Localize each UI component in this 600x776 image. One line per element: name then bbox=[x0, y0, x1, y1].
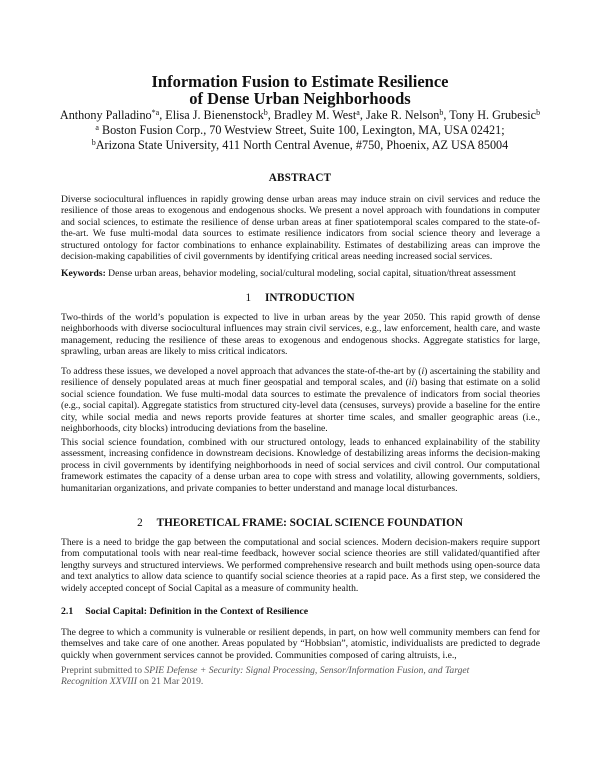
affiliation-a: $^a$ Boston Fusion Corp., 70 Westview Street, Suite 100, Lexington, MA, USA 02421; bbox=[95, 123, 505, 137]
author: Jake R. Nelson$^b$, bbox=[365, 108, 450, 122]
section-2-1-paragraph: The degree to which a community is vulnerable or resilient depends, in part, on how well community members can fend for themselves and take care of one another. Areas populated by “Hobbsian”, atomistic, individualists are predicted to degrade quickly when government services cannot be provided. Communities composed of caring altruists, i.e., bbox=[61, 627, 540, 661]
paper-title-line-2: of Dense Urban Neighborhoods bbox=[189, 89, 411, 108]
section-1-heading: 1 INTRODUCTION bbox=[245, 292, 355, 304]
intro-paragraph-3: This social science foundation, combined with our structured ontology, leads to enhanced explainability of the stability assessment, increasing confidence in downstream decisions. Knowledge of destabilizing areas informs the decision-making process in civil governments by identifying neighborhoods in need of social services and civil control. Our computational framework estimates the capacity of a dense urban area to cope with stress and volatility, allowing governments, soldiers, humanitarian organizations, and private companies to better understand and manage local disturbances. bbox=[61, 437, 540, 494]
affiliation-b: $^b$Arizona State University, 411 North Central Avenue, #750, Phoenix, AZ USA 85004 bbox=[91, 138, 509, 152]
preprint-footer: Preprint submitted to SPIE Defense + Security: Signal Processing, Sensor/Information Fusion, and Target Recognition XXVIII on 21 Mar 2019. bbox=[61, 665, 470, 688]
keywords: Keywords: Dense urban areas, behavior modeling, social/cultural modeling, social capital, situation/threat assessment bbox=[61, 268, 516, 279]
section-2-heading: 2 THEORETICAL FRAME: SOCIAL SCIENCE FOUNDATION bbox=[137, 517, 463, 529]
intro-paragraph-1: Two-thirds of the world’s population is expected to live in urban areas by the year 2050. This rapid growth of dense neighborhoods with diverse sociocultural influences may strain civil services, e.g., law enforcement, health care, and waste management, reducing the resilience of these areas to exogenous and endogenous shocks. Aggregate statistics for large, sprawling, urban areas are likely to miss critical indicators. bbox=[61, 312, 540, 358]
abstract-heading: ABSTRACT bbox=[268, 172, 332, 184]
abstract-text: Diverse sociocultural influences in rapidly growing dense urban areas may induce strain on civil services and reduce the resilience of those areas to exogenous and endogenous shocks. We present a novel approach with foundations in computer and social sciences, to estimate the resilience of dense urban areas at finer spatiotemporal scales compared to the state-of-the-art. We fuse multi-modal data sources to estimate resilience indicators from social science theory and leverage a structured ontology for factor combinations to enhance explainability. Estimates of destabilizing areas can improve the decision-making capabilities of civil governments by identifying critical areas needing increased social services. bbox=[61, 194, 540, 263]
paper-title-line-1: Information Fusion to Estimate Resilience bbox=[151, 72, 449, 91]
author: Tony H. Grubesic$^b$ bbox=[449, 108, 541, 122]
author: Anthony Palladino$^{*a}$, bbox=[59, 108, 166, 122]
author: Elisa J. Bienenstock$^b$, bbox=[165, 108, 274, 122]
author: Bradley M. West$^a$, bbox=[273, 108, 366, 122]
subsection-2-1-heading: 2.1 Social Capital: Definition in the Context of Resilience bbox=[61, 606, 309, 617]
intro-paragraph-2: To address these issues, we developed a novel approach that advances the state-of-the-art by (i) ascertaining the stability and resilience of densely populated areas at much finer geospatial and temporal scales, and (ii) basing that estimate on a solid social science foundation. We fuse multi-modal data sources to estimate the prevalence of indicators from social theories (e.g., social capital). Aggregate statistics from structured city-level data (censuses, surveys) provide a baseline for the entire city, while social media and news reports provide features at shorter time scales, and smaller geographic areas (i.e., neighborhoods, city blocks) introducing deviations from the baseline. bbox=[61, 366, 541, 435]
section-2-paragraph-1: There is a need to bridge the gap between the computational and social sciences. Modern decision-makers require support from computational tools with near real-time feedback, however social science theories are still validated/quantified after lengthy surveys and structured interviews. We performed comprehensive research and built methods using open-source data and text analytics to allow data science to quantify social science theories at a rapid pace. As a first step, we considered the widely accepted concept of Social Capital as a measure of community health. bbox=[61, 537, 540, 594]
author-list bbox=[0, 108, 600, 123]
